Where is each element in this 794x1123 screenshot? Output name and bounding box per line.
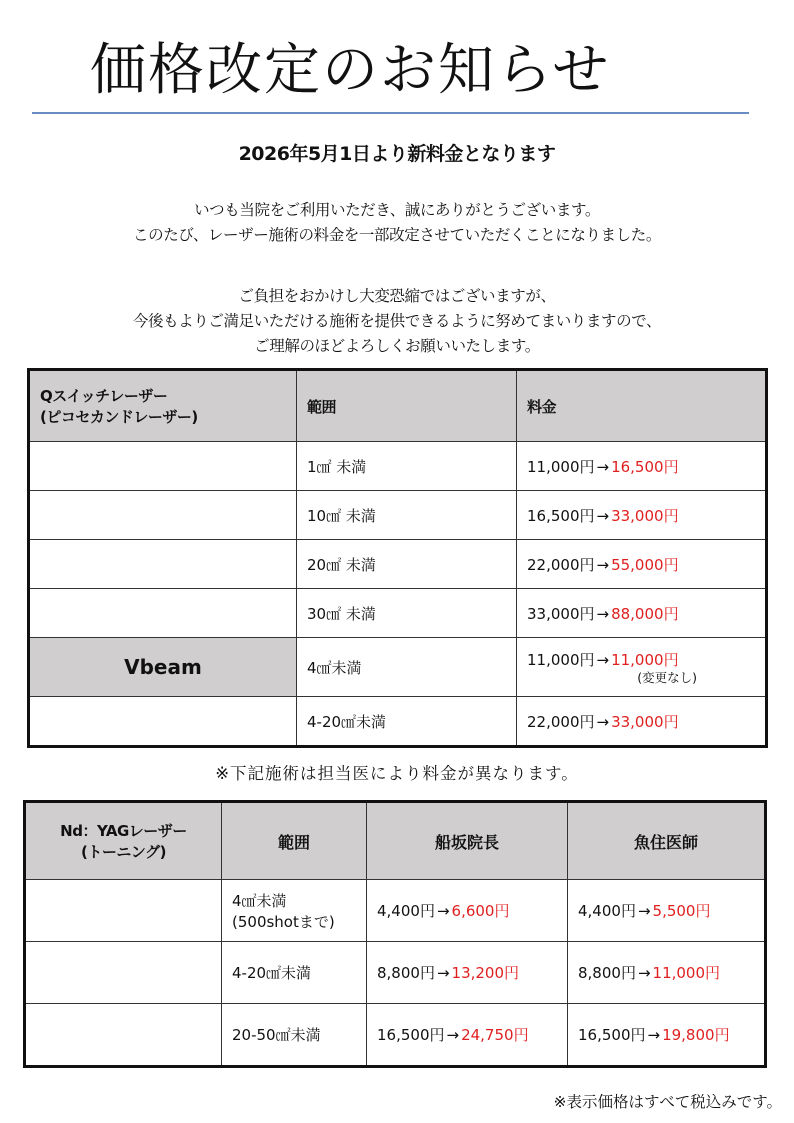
arrow-icon: → bbox=[436, 964, 450, 982]
header-treatment-line1: Qスイッチレーザー bbox=[40, 387, 168, 405]
header-price: 料金 bbox=[517, 370, 767, 442]
price-cell bbox=[517, 540, 767, 589]
price-cell bbox=[517, 442, 767, 491]
old-price: 8,800円 bbox=[377, 964, 435, 982]
greeting-line: いつも当院をご利用いただき、誠にありがとうございます。 bbox=[194, 201, 600, 219]
effective-date-heading: 2026年5月1日より新料金となります bbox=[238, 143, 556, 165]
arrow-icon: → bbox=[596, 650, 610, 669]
arrow-icon: → bbox=[596, 555, 610, 574]
range-cell: 10㎠ 未満 bbox=[297, 491, 517, 540]
table-header-row bbox=[29, 370, 767, 442]
new-price: 19,800円 bbox=[662, 1026, 730, 1044]
old-price: 16,500円 bbox=[377, 1026, 445, 1044]
range-cell: 4-20㎠未満 bbox=[297, 697, 517, 747]
price-cell-funasaka bbox=[367, 1004, 568, 1067]
arrow-icon: → bbox=[637, 964, 651, 982]
arrow-icon: → bbox=[596, 457, 610, 476]
table-row bbox=[25, 942, 766, 1004]
range-cell bbox=[222, 880, 367, 942]
table-row bbox=[25, 880, 766, 942]
range-cell: 20㎠ 未満 bbox=[297, 540, 517, 589]
table-row bbox=[29, 491, 767, 540]
range-cell bbox=[222, 1004, 367, 1067]
arrow-icon: → bbox=[446, 1026, 460, 1044]
treatment-cell bbox=[29, 540, 297, 589]
header-treatment-line2: (ピコセカンドレーザー) bbox=[40, 408, 198, 426]
header-doctor-funasaka: 船坂院長 bbox=[367, 802, 568, 880]
price-cell bbox=[517, 697, 767, 747]
page-title: 価格改定のお知らせ bbox=[90, 38, 611, 103]
no-change-note: (変更なし) bbox=[637, 669, 697, 685]
new-price: 11,000円 bbox=[611, 650, 679, 669]
header-treatment bbox=[25, 802, 222, 880]
table-row bbox=[29, 442, 767, 491]
qswitch-price-table bbox=[27, 368, 768, 748]
apology-paragraph bbox=[0, 284, 794, 359]
ndyag-price-table bbox=[23, 800, 767, 1068]
greeting-paragraph bbox=[0, 198, 794, 248]
price-cell-uozumi bbox=[568, 942, 766, 1004]
range-cell: 4㎠未満 bbox=[297, 638, 517, 697]
header-range: 範囲 bbox=[297, 370, 517, 442]
new-price: 33,000円 bbox=[611, 712, 679, 731]
price-cell-funasaka bbox=[367, 942, 568, 1004]
old-price: 16,500円 bbox=[527, 506, 595, 525]
old-price: 22,000円 bbox=[527, 555, 595, 574]
arrow-icon: → bbox=[436, 902, 450, 920]
new-price: 16,500円 bbox=[611, 457, 679, 476]
header-range: 範囲 bbox=[222, 802, 367, 880]
treatment-cell bbox=[29, 442, 297, 491]
treatment-cell bbox=[25, 1004, 222, 1067]
old-price: 22,000円 bbox=[527, 712, 595, 731]
arrow-icon: → bbox=[596, 712, 610, 731]
new-price: 24,750円 bbox=[461, 1026, 529, 1044]
title-divider bbox=[32, 112, 749, 114]
new-price: 88,000円 bbox=[611, 604, 679, 623]
new-price: 5,500円 bbox=[652, 902, 711, 920]
arrow-icon: → bbox=[647, 1026, 661, 1044]
treatment-cell-vbeam: Vbeam bbox=[29, 638, 297, 697]
price-cell bbox=[517, 491, 767, 540]
table-row bbox=[25, 1004, 766, 1067]
range-line: 4㎠未満 bbox=[232, 891, 287, 910]
new-price: 55,000円 bbox=[611, 555, 679, 574]
table-row bbox=[29, 589, 767, 638]
range-cell: 30㎠ 未満 bbox=[297, 589, 517, 638]
treatment-cell bbox=[25, 880, 222, 942]
new-price: 6,600円 bbox=[451, 902, 510, 920]
header-treatment-line1: Nd：YAGレーザー bbox=[60, 822, 187, 840]
apology-line: ご理解のほどよろしくお願いいたします。 bbox=[254, 337, 540, 355]
price-cell bbox=[517, 638, 767, 697]
new-price: 33,000円 bbox=[611, 506, 679, 525]
new-price: 11,000円 bbox=[652, 964, 721, 982]
old-price: 4,400円 bbox=[377, 902, 435, 920]
price-cell-uozumi bbox=[568, 880, 766, 942]
price-cell-uozumi bbox=[568, 1004, 766, 1067]
range-subline: (500shotまで) bbox=[232, 912, 335, 931]
doctor-price-notice: ※下記施術は担当医により料金が異なります。 bbox=[215, 764, 579, 783]
arrow-icon: → bbox=[596, 506, 610, 525]
treatment-cell bbox=[29, 697, 297, 747]
range-cell bbox=[222, 942, 367, 1004]
old-price: 8,800円 bbox=[578, 964, 636, 982]
apology-line: 今後もよりご満足いただける施術を提供できるように努めてまいりますので、 bbox=[132, 312, 662, 330]
table-row bbox=[29, 697, 767, 747]
price-cell-funasaka bbox=[367, 880, 568, 942]
old-price: 4,400円 bbox=[578, 902, 636, 920]
range-cell: 1㎠ 未満 bbox=[297, 442, 517, 491]
treatment-cell bbox=[29, 589, 297, 638]
price-cell bbox=[517, 589, 767, 638]
old-price: 16,500円 bbox=[578, 1026, 646, 1044]
old-price: 11,000円 bbox=[527, 650, 595, 669]
table-row bbox=[29, 540, 767, 589]
apology-line: ご負担をおかけし大変恐縮ではございますが、 bbox=[238, 287, 556, 305]
greeting-line: このたび、レーザー施術の料金を一部改定させていただくことになりました。 bbox=[133, 226, 661, 244]
treatment-cell bbox=[25, 942, 222, 1004]
treatment-cell bbox=[29, 491, 297, 540]
arrow-icon: → bbox=[596, 604, 610, 623]
table-header-row bbox=[25, 802, 766, 880]
old-price: 33,000円 bbox=[527, 604, 595, 623]
old-price: 11,000円 bbox=[527, 457, 595, 476]
arrow-icon: → bbox=[637, 902, 651, 920]
table-row bbox=[29, 638, 767, 697]
header-treatment-line2: (トーニング) bbox=[81, 843, 166, 861]
header-treatment bbox=[29, 370, 297, 442]
range-line: 20-50㎠未満 bbox=[232, 1026, 321, 1044]
new-price: 13,200円 bbox=[451, 964, 520, 982]
tax-included-footnote: ※表示価格はすべて税込みです。 bbox=[553, 1093, 782, 1111]
range-line: 4-20㎠未満 bbox=[232, 964, 312, 982]
header-doctor-uozumi: 魚住医師 bbox=[568, 802, 766, 880]
